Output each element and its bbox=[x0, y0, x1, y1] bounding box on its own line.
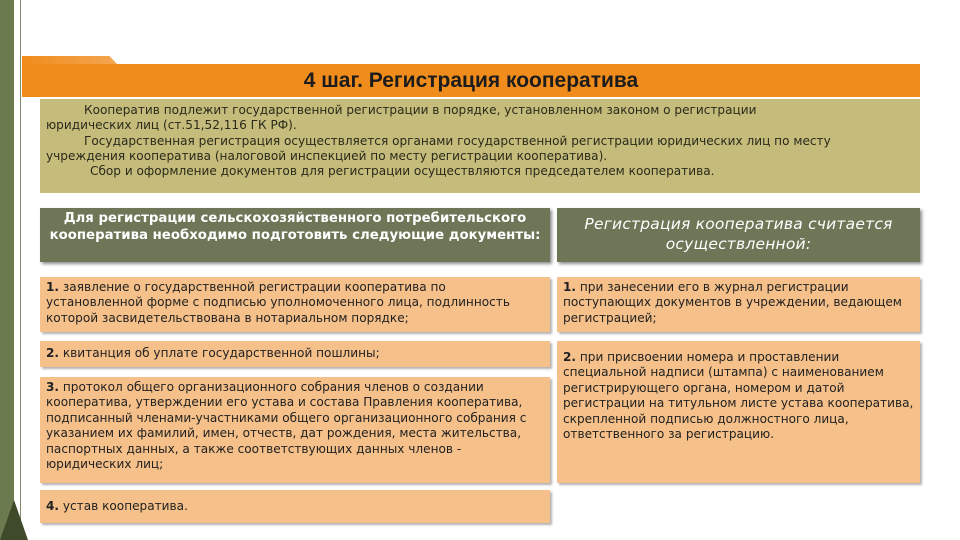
item-text: при занесении его в журнал регистрации поступающих документов в учреждении, ведающем регистрацией; bbox=[563, 280, 902, 325]
intro-line-1b: юридических лиц (ст.51,52,116 ГК РФ). bbox=[46, 118, 297, 133]
corner-decor-triangle bbox=[0, 500, 28, 540]
item-number: 3. bbox=[46, 380, 60, 394]
item-text: заявление о государственной регистрации кооператива по установленной форме с подписью уполномоченного лица, подлинность которой засвидетельствована в нотариальном порядке; bbox=[46, 280, 510, 325]
document-item-4 bbox=[40, 490, 550, 523]
intro-paragraph-3 bbox=[46, 164, 912, 179]
document-item-2 bbox=[40, 341, 550, 367]
item-number: 2. bbox=[46, 346, 60, 360]
item-text: устав кооператива. bbox=[59, 499, 188, 513]
intro-line-2b: учреждения кооператива (налоговой инспекцией по месту регистрации кооператива). bbox=[46, 148, 608, 163]
item-number: 4. bbox=[46, 499, 60, 513]
registration-header: Регистрация кооператива считается осуществленной: bbox=[557, 208, 920, 262]
document-item-1 bbox=[40, 277, 550, 332]
item-text: при присвоении номера и проставлении специальной надписи (штампа) с наименованием регистрирующего органа, номером и датой регистрации на титульном листе устава кооператива, скрепленной подписью должностного лица, ответственного за регистрацию. bbox=[563, 350, 914, 442]
item-number: 1. bbox=[563, 280, 577, 294]
intro-line-1a: Кооператив подлежит государственной регистрации в порядке, установленном законом о регистрации bbox=[84, 103, 757, 117]
registration-condition-1 bbox=[557, 277, 920, 332]
intro-paragraph-2 bbox=[46, 134, 912, 149]
slide-title: 4 шаг. Регистрация кооператива bbox=[303, 69, 639, 92]
title-bar bbox=[22, 64, 920, 97]
item-text: протокол общего организационного собрания членов о создании кооператива, утверждении его устава и состава Правления кооператива, подписанный членами-участниками общего организационного собрания с указанием их фамилий, имен, отчеств, дат рождения, места жительства, паспортных данных, а также соответствующих данных членов - юридических лиц; bbox=[46, 380, 527, 472]
document-item-3 bbox=[40, 377, 550, 483]
left-decor-line bbox=[20, 0, 21, 540]
intro-block bbox=[40, 99, 920, 193]
intro-line-2a: Государственная регистрация осуществляется органами государственной регистрации юридических лиц по месту bbox=[84, 133, 831, 148]
item-text: квитанция об уплате государственной пошлины; bbox=[59, 346, 380, 360]
title-bar-notch bbox=[22, 56, 117, 64]
item-number: 1. bbox=[46, 280, 60, 294]
item-number: 2. bbox=[563, 350, 577, 364]
intro-line-3: Сбор и оформление документов для регистрации осуществляются председателем кооператива. bbox=[90, 164, 715, 179]
left-decor-strip bbox=[0, 0, 14, 540]
intro-paragraph-1 bbox=[46, 103, 912, 118]
documents-header: Для регистрации сельскохозяйственного потребительского кооператива необходимо подготовить следующие документы: bbox=[40, 208, 550, 262]
registration-condition-2 bbox=[557, 341, 920, 483]
